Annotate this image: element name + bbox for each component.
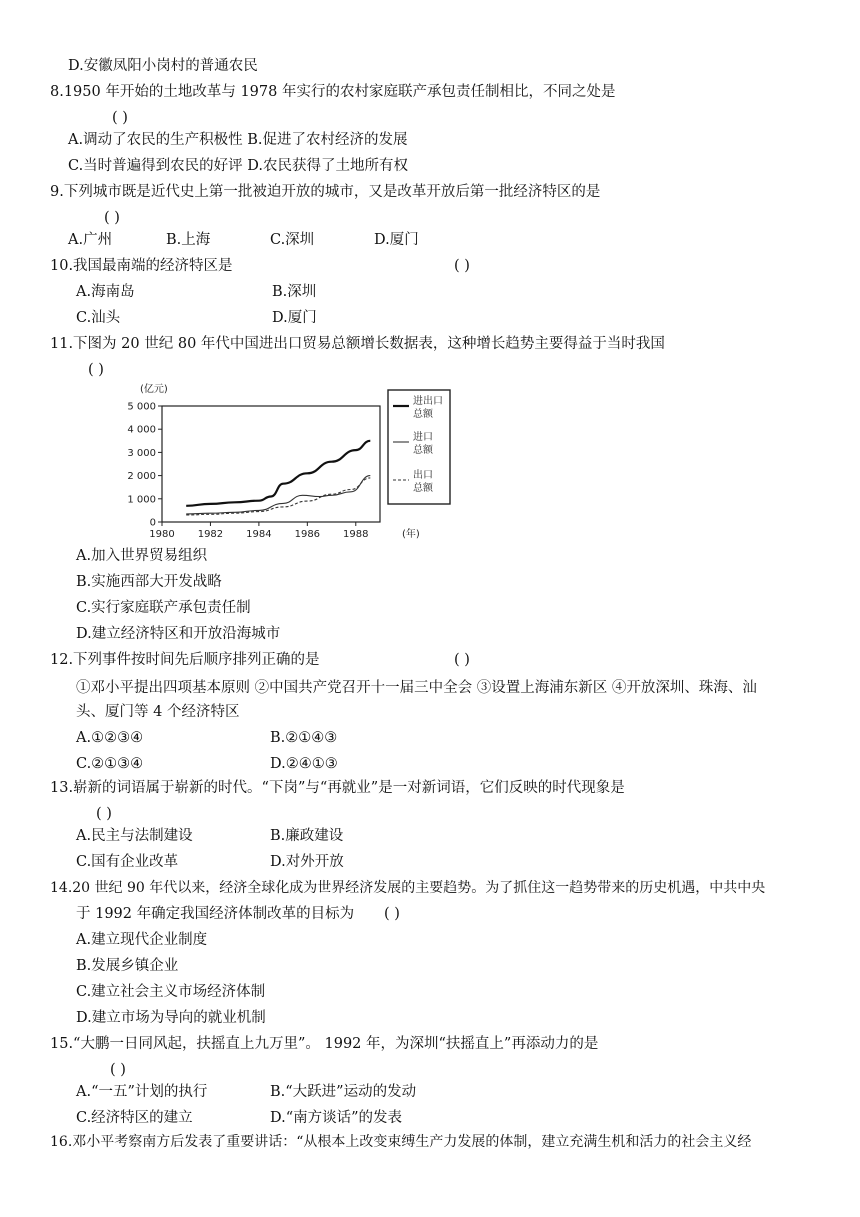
y-tick-label: 5 000 xyxy=(127,401,156,413)
legend-label-2-a: 进口 xyxy=(413,432,433,443)
q13-answer-paren: ( ) xyxy=(96,806,112,822)
q15-option-b: B.“大跃进”运动的发动 xyxy=(270,1084,417,1100)
q9-stem: 9.下列城市既是近代史上第一批被迫开放的城市，又是改革开放后第一批经济特区的是 xyxy=(50,184,601,200)
q14-answer-paren: ( ) xyxy=(384,906,400,922)
legend-label-1-a: 进出口 xyxy=(413,396,443,407)
q9-option-c: C.深圳 xyxy=(270,232,315,248)
y-tick-label: 0 xyxy=(149,517,156,529)
q15-option-c: C.经济特区的建立 xyxy=(76,1110,193,1126)
q10-stem: 10.我国最南端的经济特区是 xyxy=(50,258,233,274)
legend-label-3-a: 出口 xyxy=(413,470,433,481)
q14-stem-line1: 14.20 世纪 90 年代以来，经济全球化成为世界经济发展的主要趋势。为了抓住这一趋势带来的历史机遇，中共中央 xyxy=(50,880,766,896)
x-tick-label: 1988 xyxy=(343,529,369,540)
y-axis-label: (亿元) xyxy=(140,384,168,395)
q8-options-cd: C.当时普遍得到农民的好评 D.农民获得了土地所有权 xyxy=(68,158,409,174)
q12-option-b: B.②①④③ xyxy=(270,730,338,746)
trade-chart-svg xyxy=(126,378,466,540)
q15-answer-paren: ( ) xyxy=(110,1062,126,1078)
q12-option-a: A.①②③④ xyxy=(76,730,144,746)
q11-option-a: A.加入世界贸易组织 xyxy=(76,548,208,564)
x-tick-label: 1980 xyxy=(149,529,175,540)
trade-chart xyxy=(126,378,466,540)
q12-option-c: C.②①③④ xyxy=(76,756,144,772)
q10-option-d: D.厦门 xyxy=(272,310,317,326)
q13-option-c: C.国有企业改革 xyxy=(76,854,179,870)
legend-label-1-b: 总额 xyxy=(413,409,433,420)
q8-options-ab: A.调动了农民的生产积极性 B.促进了农村经济的发展 xyxy=(68,132,408,148)
q11-option-b: B.实施西部大开发战略 xyxy=(76,574,222,590)
legend-label-3-b: 总额 xyxy=(413,483,433,494)
y-tick-label: 1 000 xyxy=(127,494,156,506)
q9-option-b: B.上海 xyxy=(166,232,211,248)
q14-option-c: C.建立社会主义市场经济体制 xyxy=(76,984,266,1000)
q10-option-a: A.海南岛 xyxy=(76,284,135,300)
q15-stem: 15.“大鹏一日同风起，扶摇直上九万里”。 1992 年，为深圳“扶摇直上”再添动力的是 xyxy=(50,1036,599,1052)
q8-answer-paren: ( ) xyxy=(112,110,128,126)
x-tick-label: 1986 xyxy=(294,529,321,540)
x-tick-label: 1982 xyxy=(197,529,224,540)
q14-option-d: D.建立市场为导向的就业机制 xyxy=(76,1010,266,1026)
q9-option-a: A.广州 xyxy=(68,232,113,248)
q13-option-b: B.廉政建设 xyxy=(270,828,344,844)
q9-option-d: D.厦门 xyxy=(374,232,419,248)
q9-answer-paren: ( ) xyxy=(104,210,120,226)
q10-option-c: C.汕头 xyxy=(76,310,121,326)
y-tick-label: 4 000 xyxy=(127,424,156,436)
q7-option-d: D.安徽凤阳小岗村的普通农民 xyxy=(68,58,258,74)
q10-answer-paren: ( ) xyxy=(454,258,470,274)
q14-option-b: B.发展乡镇企业 xyxy=(76,958,179,974)
series-line-1 xyxy=(186,441,370,506)
q8-stem: 8.1950 年开始的土地改革与 1978 年实行的农村家庭联产承包责任制相比，不同之处是 xyxy=(50,84,616,100)
q13-option-a: A.民主与法制建设 xyxy=(76,828,193,844)
series-line-2 xyxy=(186,476,370,514)
q13-option-d: D.对外开放 xyxy=(270,854,344,870)
q14-option-a: A.建立现代企业制度 xyxy=(76,932,208,948)
legend-label-2-b: 总额 xyxy=(413,445,433,456)
series-line-3 xyxy=(186,478,370,515)
q12-events-line2: 头、厦门等 4 个经济特区 xyxy=(76,704,240,720)
y-tick-label: 3 000 xyxy=(127,447,156,459)
q12-option-d: D.②④①③ xyxy=(270,756,338,772)
q13-stem: 13.崭新的词语属于崭新的时代。“下岗”与“再就业”是一对新词语，它们反映的时代现象是 xyxy=(50,780,625,796)
q15-option-d: D.“南方谈话”的发表 xyxy=(270,1110,403,1126)
y-tick-label: 2 000 xyxy=(127,471,156,483)
q12-events-line1: ①邓小平提出四项基本原则 ②中国共产党召开十一届三中全会 ③设置上海浦东新区 ④开放深圳、珠海、汕 xyxy=(76,680,757,696)
q12-stem: 12.下列事件按时间先后顺序排列正确的是 xyxy=(50,652,320,668)
q14-stem-line2: 于 1992 年确定我国经济体制改革的目标为 xyxy=(76,906,355,922)
q11-option-d: D.建立经济特区和开放沿海城市 xyxy=(76,626,281,642)
q12-answer-paren: ( ) xyxy=(454,652,470,668)
x-tick-label: 1984 xyxy=(246,529,272,540)
q10-option-b: B.深圳 xyxy=(272,284,317,300)
q15-option-a: A.“一五”计划的执行 xyxy=(76,1084,208,1100)
q11-option-c: C.实行家庭联产承包责任制 xyxy=(76,600,251,616)
x-axis-label: (年) xyxy=(402,529,420,540)
q11-answer-paren: ( ) xyxy=(88,362,104,378)
q16-stem: 16.邓小平考察南方后发表了重要讲话：“从根本上改变束缚生产力发展的体制，建立充满生机和活力的社会主义经 xyxy=(50,1134,752,1150)
q11-stem: 11.下图为 20 世纪 80 年代中国进出口贸易总额增长数据表，这种增长趋势主要得益于当时我国 xyxy=(50,336,665,352)
